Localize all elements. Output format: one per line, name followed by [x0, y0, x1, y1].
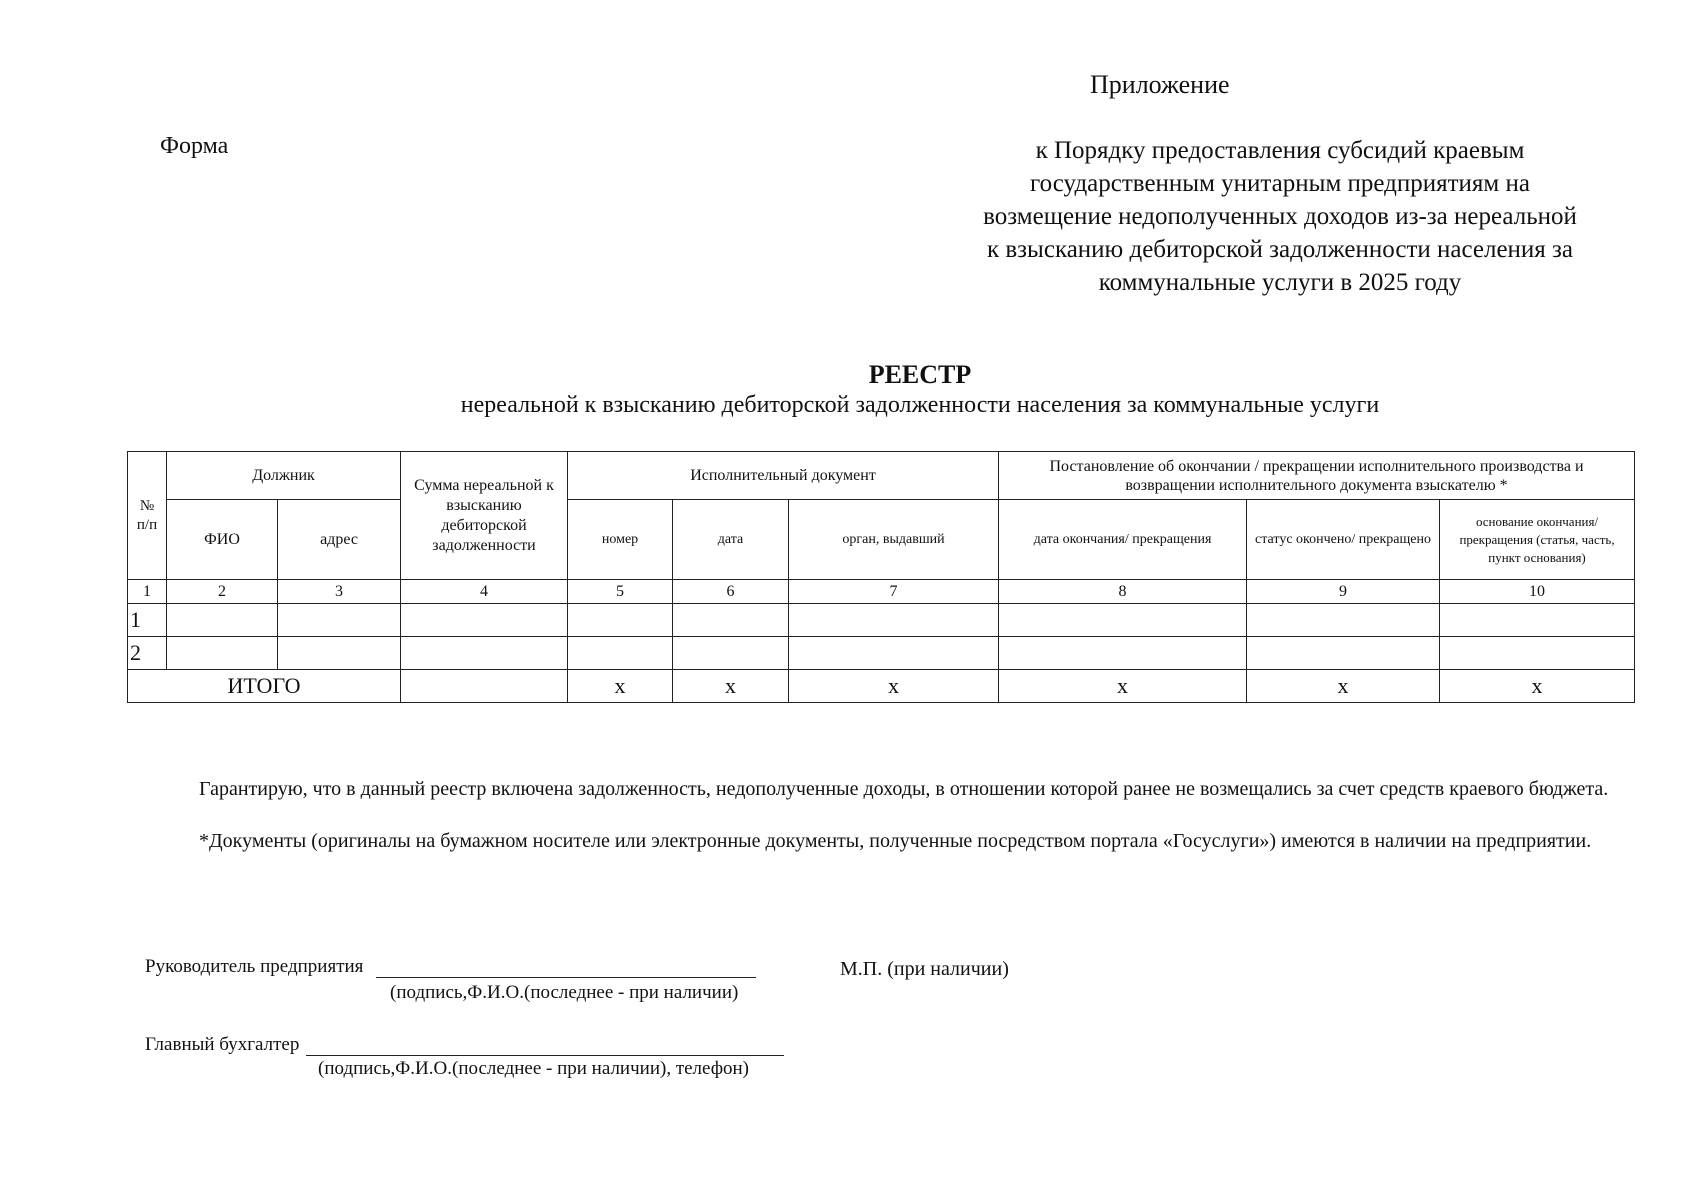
header-cell-exec-date: дата [673, 500, 789, 580]
table-cell [1440, 637, 1635, 670]
total-row [128, 670, 1635, 703]
registry-title: РЕЕСТР [868, 360, 972, 389]
header-cell-resolution-basis: основание окончания/прекращения (статья, часть, пункт основания) [1440, 500, 1635, 580]
table-cell [401, 604, 568, 637]
total-mark: х [999, 670, 1247, 703]
form-label: Форма [160, 133, 229, 159]
table-cell [401, 637, 568, 670]
stamp-label: М.П. (при наличии) [840, 958, 1009, 980]
accountant-signature-line [145, 1034, 784, 1056]
table-cell [278, 637, 401, 670]
column-number-row [128, 580, 1635, 604]
registry-table [127, 451, 1635, 703]
table-cell [167, 604, 278, 637]
header-cell-amount: Сумма нереальной к взысканию дебиторской задолженности [401, 452, 568, 580]
table-cell [568, 604, 673, 637]
table-header-row [128, 452, 1635, 500]
header-cell-resolution: Постановление об окончании / прекращении исполнительного производства и возвращении исполнительного документа взыскателю * [999, 452, 1635, 500]
header-cell-debtor: Должник [167, 452, 401, 500]
table-cell [999, 637, 1247, 670]
header-cell-debtor-name: ФИО [167, 500, 278, 580]
total-label: ИТОГО [128, 670, 401, 703]
column-number: 8 [999, 580, 1247, 604]
table-cell [789, 604, 999, 637]
table-cell [1247, 637, 1440, 670]
table-cell [789, 637, 999, 670]
column-number: 2 [167, 580, 278, 604]
column-number: 10 [1440, 580, 1635, 604]
head-signature-line [145, 956, 756, 978]
header-cell-resolution-status: статус окончено/ прекращено [1247, 500, 1440, 580]
header-cell-exec-authority: орган, выдавший [789, 500, 999, 580]
header-cell-resolution-date: дата окончания/ прекращения [999, 500, 1247, 580]
accountant-signature-caption: (подпись,Ф.И.О.(последнее - при наличии), телефон) [318, 1058, 750, 1079]
header-cell-exec-number: номер [568, 500, 673, 580]
guarantee-paragraph: Гарантирую, что в данный реестр включена задолженность, недополученные доходы, в отношении которой ранее не возмещались за счет средств краевого бюджета. [199, 778, 1609, 800]
column-number: 6 [673, 580, 789, 604]
table-cell [278, 604, 401, 637]
appendix-reference-text: к Порядку предоставления субсидий краевым государственным унитарным предприятиям на возмещение недополученных доходов из-за нереальной к взысканию дебиторской задолженности населения за коммунальные услуги в 2025 году [983, 137, 1577, 296]
row-number: 1 [128, 604, 167, 637]
head-signature-caption: (подпись,Ф.И.О.(последнее - при наличии) [390, 982, 739, 1003]
table-cell [673, 637, 789, 670]
column-number: 5 [568, 580, 673, 604]
head-signature-blank [376, 977, 756, 978]
table-cell [1440, 604, 1635, 637]
total-mark: х [789, 670, 999, 703]
total-mark: х [568, 670, 673, 703]
table-row [128, 637, 1635, 670]
column-number: 1 [128, 580, 167, 604]
accountant-signature-blank [306, 1055, 784, 1056]
header-cell-exec-doc: Исполнительный документ [568, 452, 999, 500]
appendix-title: Приложение [1090, 70, 1230, 99]
table-cell [1247, 604, 1440, 637]
documents-footnote: *Документы (оригиналы на бумажном носителе или электронные документы, полученные посредством портала «Госуслуги») имеются в наличии на предприятии. [199, 830, 1592, 852]
table-cell [568, 637, 673, 670]
column-number: 9 [1247, 580, 1440, 604]
header-cell-debtor-address: адрес [278, 500, 401, 580]
header-cell-num: № п/п [128, 452, 167, 580]
row-number: 2 [128, 637, 167, 670]
total-mark: х [1440, 670, 1635, 703]
total-mark: х [1247, 670, 1440, 703]
column-number: 3 [278, 580, 401, 604]
accountant-signature-label: Главный бухгалтер [145, 1034, 300, 1055]
table-cell [167, 637, 278, 670]
table-cell [999, 604, 1247, 637]
registry-subtitle: нереальной к взысканию дебиторской задолженности населения за коммунальные услуги [460, 392, 1380, 418]
table-cell [673, 604, 789, 637]
total-amount-cell [401, 670, 568, 703]
table-row [128, 604, 1635, 637]
head-signature-label: Руководитель предприятия [145, 956, 364, 977]
column-number: 4 [401, 580, 568, 604]
table-subheader-row [128, 500, 1635, 580]
total-mark: х [673, 670, 789, 703]
column-number: 7 [789, 580, 999, 604]
